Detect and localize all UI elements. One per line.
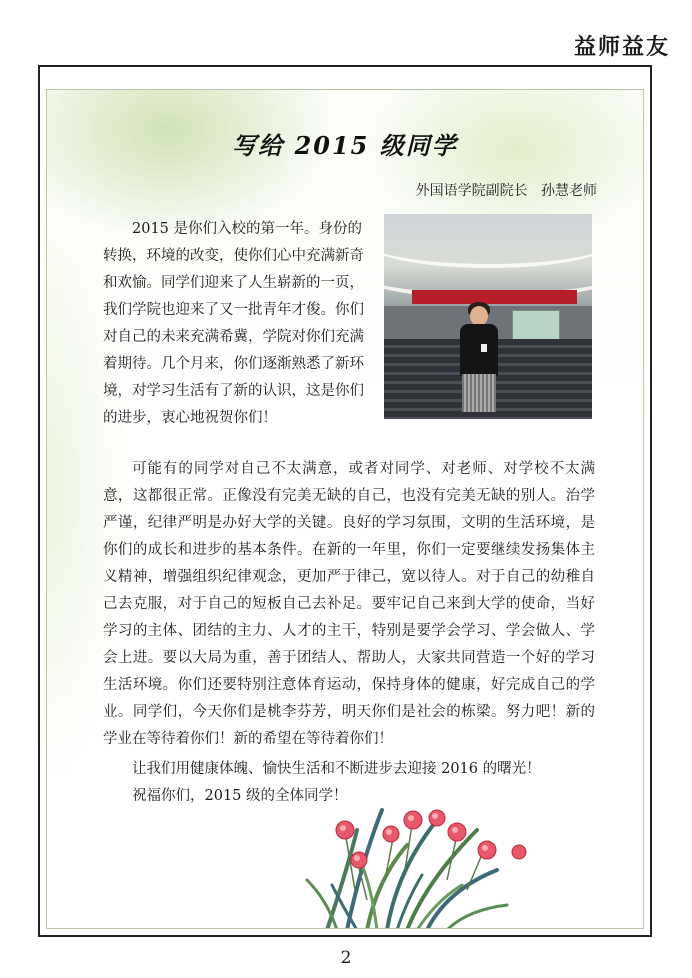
photo-person [470,306,488,326]
photo-screen [512,310,560,342]
article-panel [46,89,644,929]
teacher-photo [384,214,592,419]
article-paragraph: 可能有的同学对自己不太满意，或者对同学、对老师、对学校不太满意，这都很正常。正像没有完美无缺的自己，也没有完美无缺的别人。治学严谨，纪律严明是办好大学的关键。良好的学习氛围，文明的生活环境，是你们的成长和进步的基本条件。在新的一年里，你们一定要继续发扬集体主义精神，增强组织纪律观念，更加严于律己，宽以待人。对于自己的幼稚自己去克服，对于自己的短板自己去补足。要牢记自己来到大学的使命，当好学习的主体、团结的主力、人才的主干，特别是要学会学习、学会做人、学会上进。要以大局为重，善于团结人、帮助人，大家共同营造一个好的学习生活环境。你们还要特别注意体育运动，保持身体的健康，好完成自己的学业。同学们，今天你们是桃李芬芳，明天你们是社会的栋梁。努力吧！新的学业在等待着你们！新的希望在等待着你们！ [103,461,595,747]
photo-person [460,324,498,376]
photo-person [462,374,496,412]
page-number: 2 [340,948,352,968]
photo-person-badge [481,344,487,352]
flower-illustration [287,790,527,929]
article-paragraph: 2015 是你们入校的第一年。身份的转换，环境的改变，使你们心中充满新奇和欢愉。同学们迎来了人生崭新的一页，我们学院也迎来了又一批青年才俊。你们对自己的未来充满希冀，学院对你们充满着期待。几个月来，你们逐渐熟悉了新环境，对学习生活有了新的认识，这是你们的进步，衷心地祝贺你们！ [103,221,364,426]
article-title: 写给 2015 级同学 [232,131,458,160]
page-frame [38,65,652,937]
article-paragraph: 祝福你们，2015 级的全体同学！ [132,788,348,804]
article-paragraph: 让我们用健康体魄、愉快生活和不断进步去迎接 2016 的曙光！ [132,761,541,777]
photo-banner [412,290,577,304]
section-header-title: 益师益友 [573,34,670,60]
article-author: 外国语学院副院长 孙慧老师 [415,183,597,199]
